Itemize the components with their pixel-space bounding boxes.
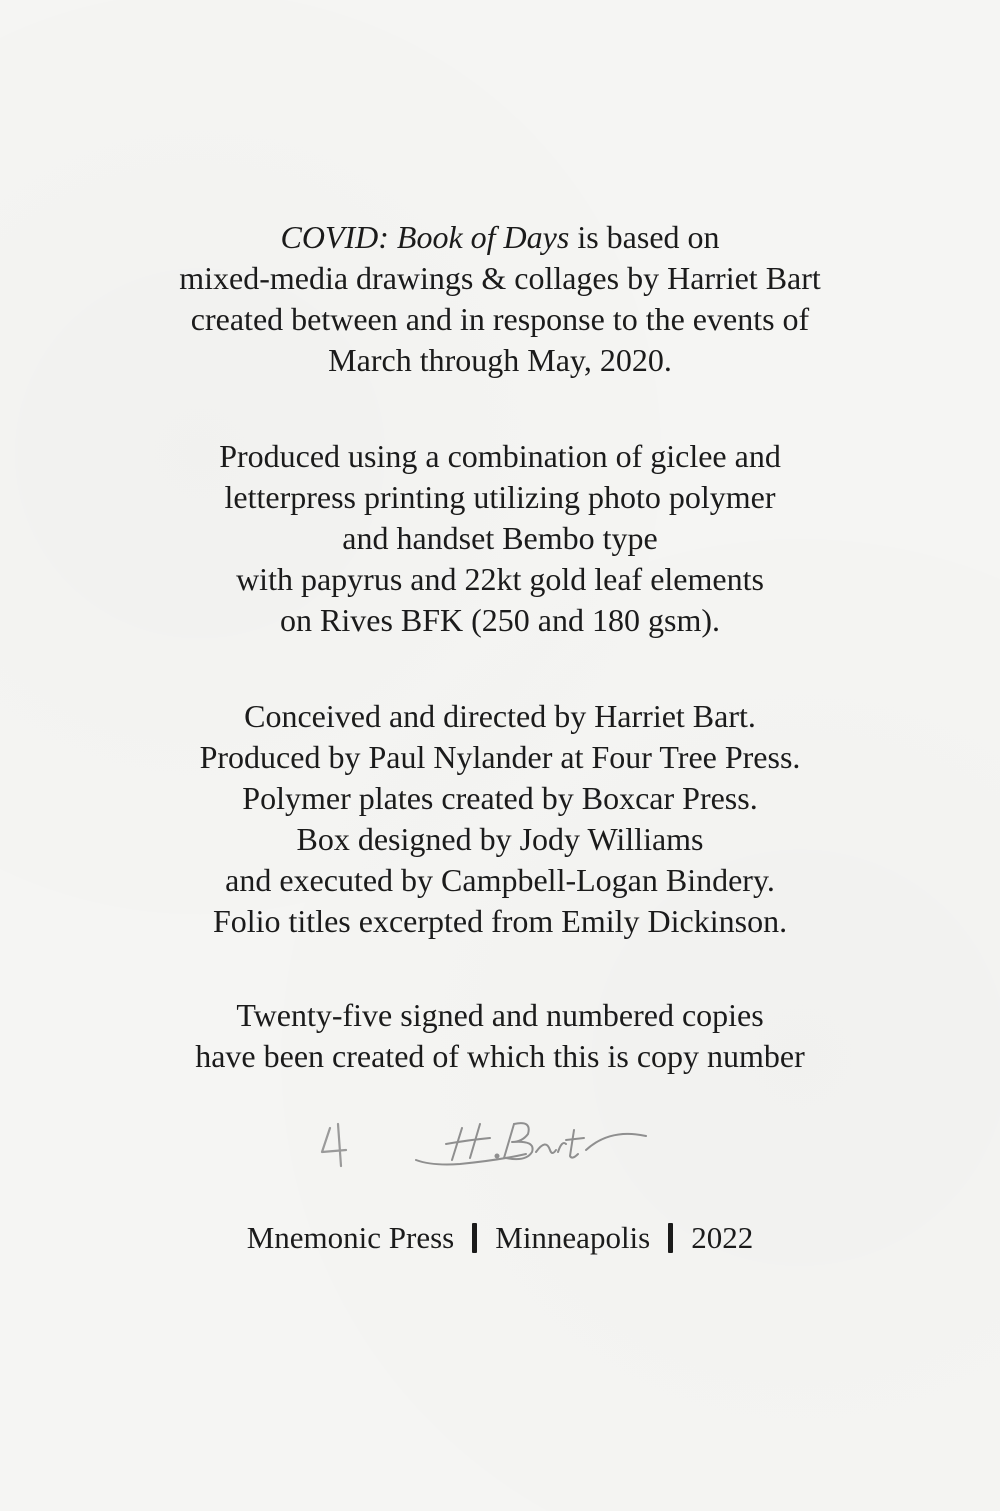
edition-line-1: Twenty-five signed and numbered copies (236, 997, 764, 1033)
publication-year: 2022 (691, 1220, 754, 1255)
imprint-line (0, 1216, 1000, 1260)
description-line-1 (0, 217, 1000, 258)
production-line-1: Produced using a combination of giclee and (219, 438, 781, 474)
credits-line-4: Box designed by Jody Williams (296, 821, 704, 857)
description-line-3: created between and in response to the events of (190, 301, 810, 337)
separator-ornament (472, 1223, 477, 1253)
production-line-2: letterpress printing utilizing photo polymer (224, 479, 776, 515)
signature-handwritten (416, 1123, 646, 1164)
signature-drawing (300, 1100, 700, 1190)
copy-number-handwritten (322, 1124, 346, 1166)
description-line-4: March through May, 2020. (328, 342, 672, 378)
paragraph-production (0, 436, 1000, 641)
credits-line-2: Produced by Paul Nylander at Four Tree Press. (199, 739, 801, 775)
paragraph-edition (0, 995, 1000, 1077)
description-line-1-rest: is based on (569, 219, 720, 255)
publisher-name: Mnemonic Press (246, 1220, 455, 1255)
edition-line-2: have been created of which this is copy number (195, 1038, 805, 1074)
description-line-2: mixed-media drawings & collages by Harriet Bart (179, 260, 821, 296)
credits-line-1: Conceived and directed by Harriet Bart. (244, 698, 756, 734)
credits-line-3: Polymer plates created by Boxcar Press. (242, 780, 758, 816)
paragraph-description (0, 217, 1000, 381)
production-line-4: with papyrus and 22kt gold leaf elements (236, 561, 764, 597)
credits-line-5: and executed by Campbell-Logan Bindery. (225, 862, 775, 898)
publisher-city: Minneapolis (495, 1220, 651, 1255)
handwritten-signature (300, 1100, 700, 1190)
production-line-5: on Rives BFK (250 and 180 gsm). (280, 602, 720, 638)
credits-line-6: Folio titles excerpted from Emily Dickinson. (212, 903, 788, 939)
production-line-3: and handset Bembo type (342, 520, 658, 556)
separator-ornament (668, 1223, 673, 1253)
book-title: COVID: Book of Days (280, 219, 570, 255)
paragraph-credits (0, 696, 1000, 942)
